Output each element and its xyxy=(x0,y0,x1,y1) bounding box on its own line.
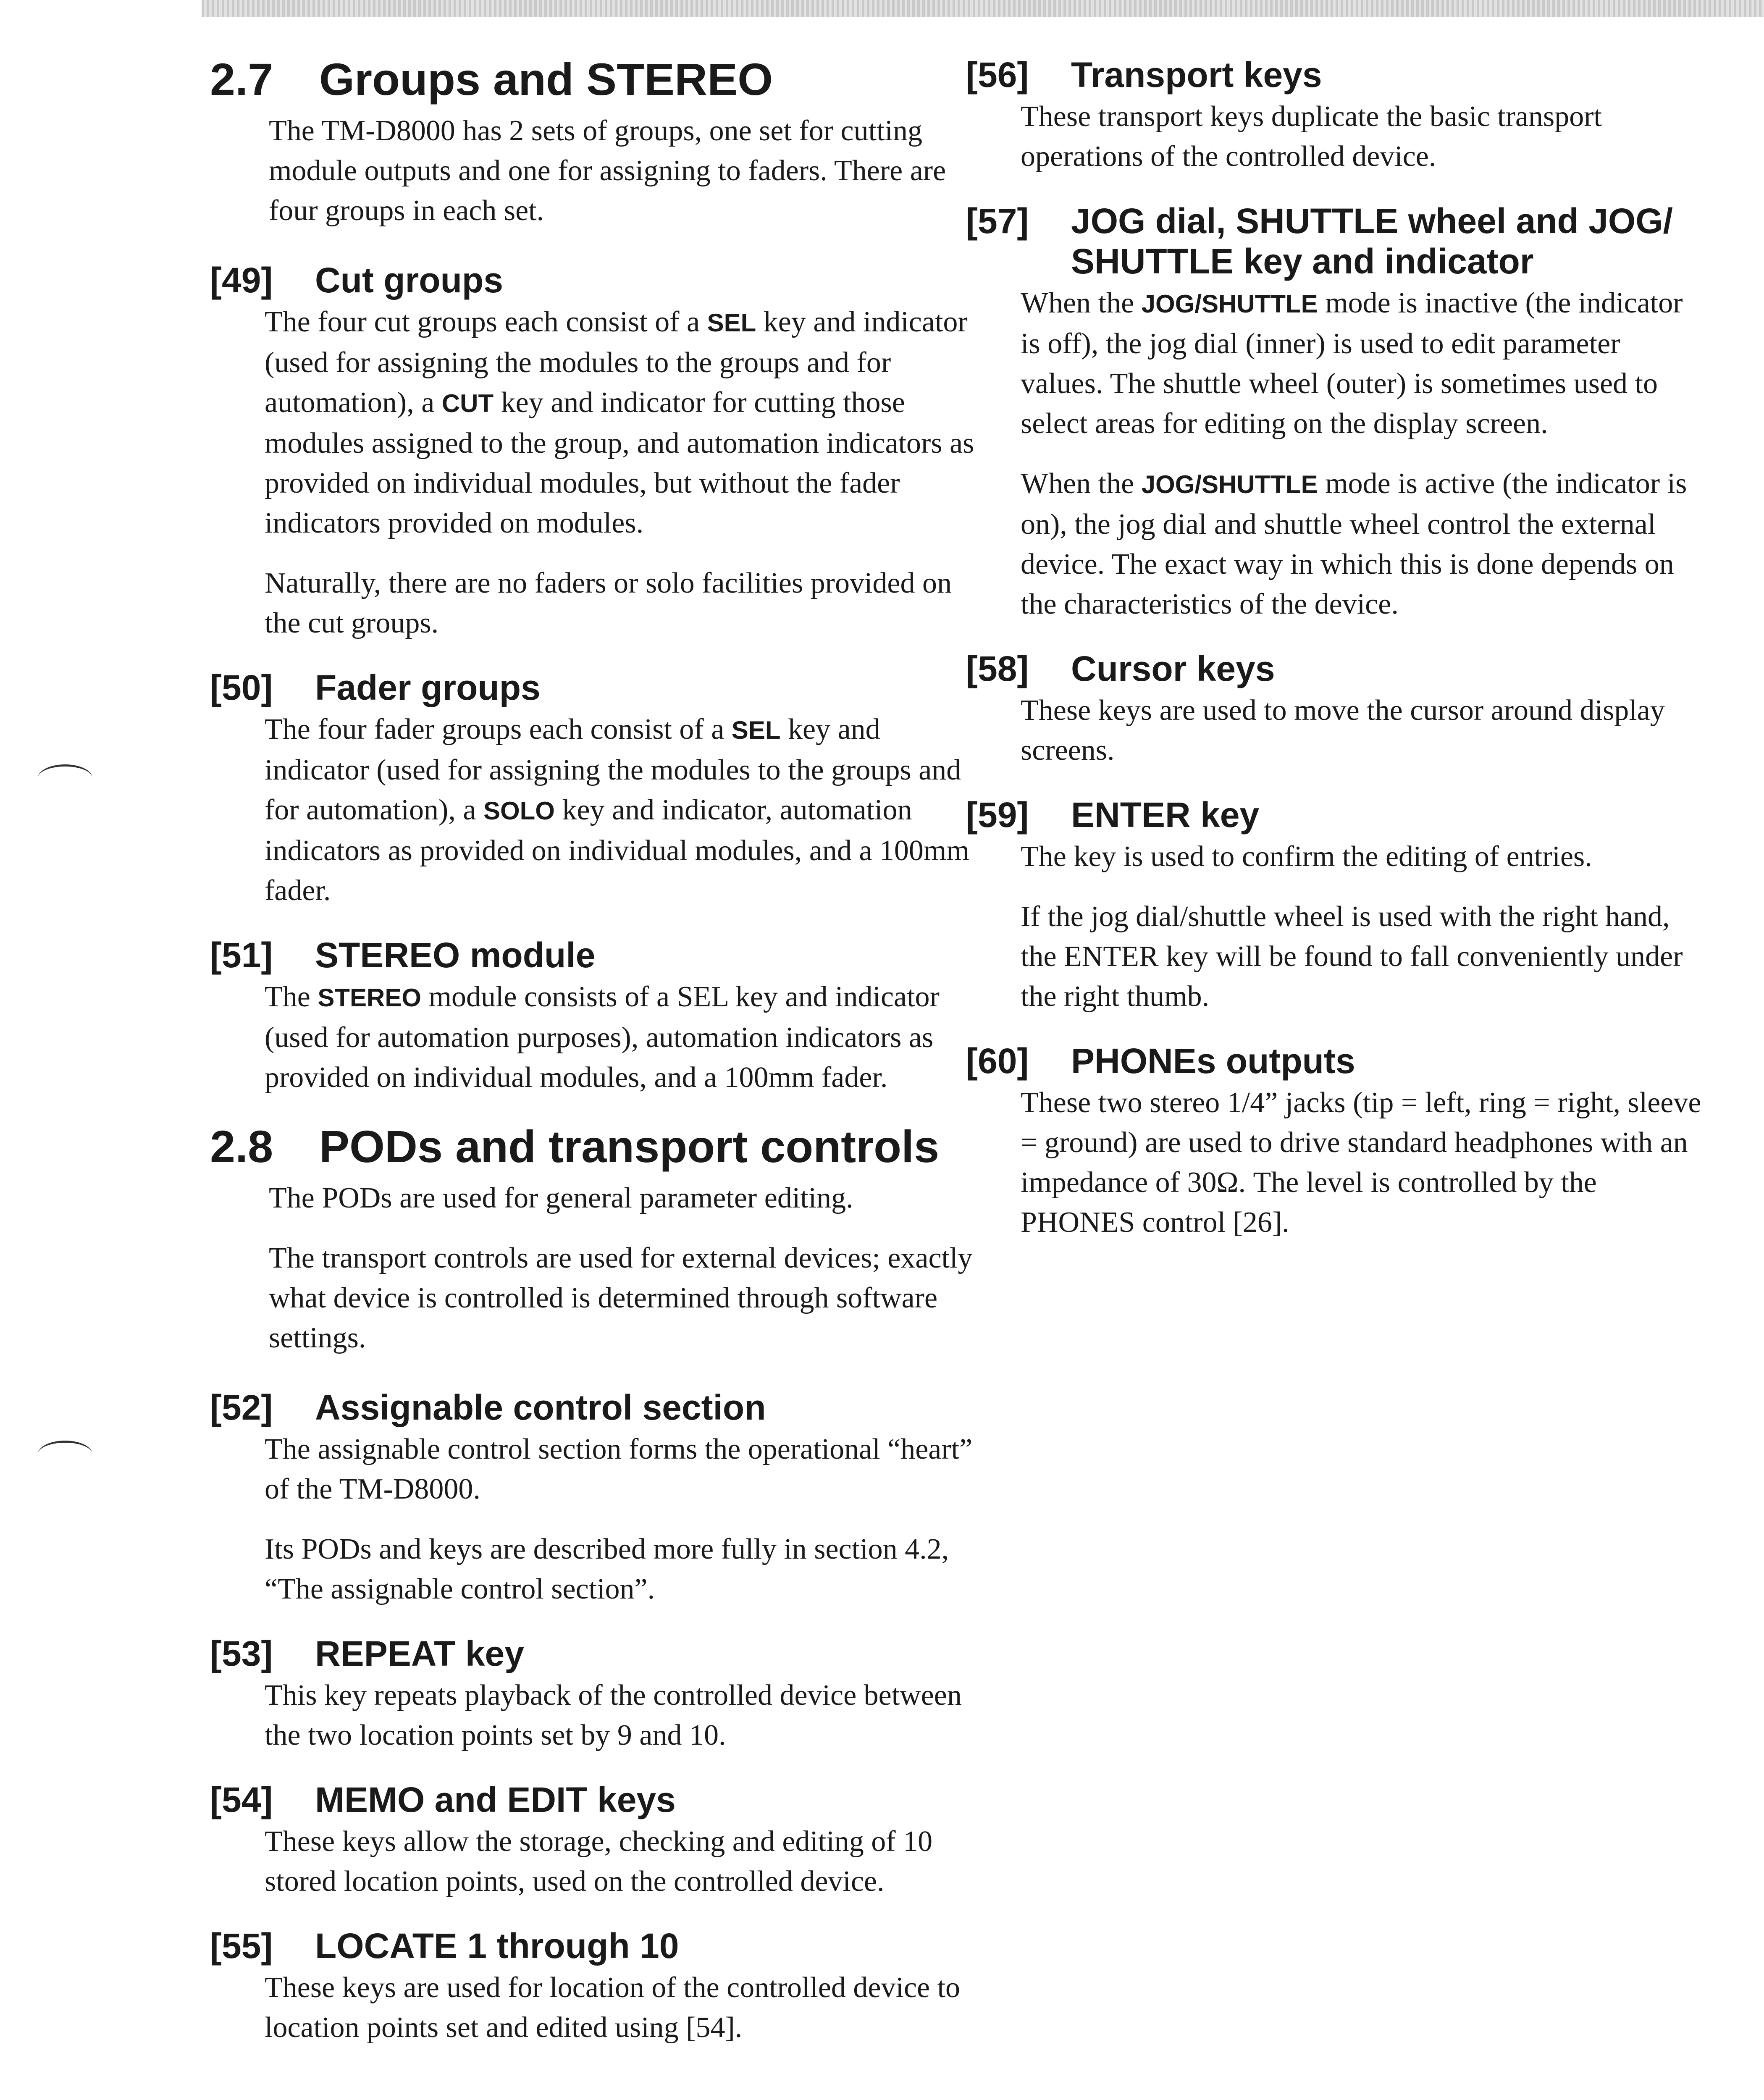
subsection-heading xyxy=(966,201,1705,281)
body-paragraph xyxy=(269,1178,983,1218)
text-run: The PODs are used for general parameter editing. xyxy=(269,1182,853,1214)
heading-number: [50] xyxy=(210,668,273,707)
key-label: JOG/SHUTTLE xyxy=(1141,290,1318,318)
heading-title: PODs and transport controls xyxy=(319,1121,940,1172)
body-paragraph xyxy=(265,977,983,1097)
subsection-heading xyxy=(210,667,983,708)
section-body xyxy=(966,1083,1705,1242)
text-run: The key is used to confirm the editing of entries. xyxy=(1021,840,1592,873)
heading-title: MEMO and EDIT keys xyxy=(315,1780,676,1819)
left-column xyxy=(210,55,983,2072)
key-label: SEL xyxy=(731,716,781,744)
body-paragraph xyxy=(1021,897,1705,1016)
heading-number: 2.7 xyxy=(210,54,273,105)
right-column xyxy=(966,55,1705,1267)
subsection-heading xyxy=(210,260,983,300)
key-label: SEL xyxy=(707,309,756,337)
text-run: key and indicator (used for assigning the modules to the groups and for automation), a xyxy=(265,713,961,826)
heading-title: PHONEs outputs xyxy=(1071,1041,1355,1081)
heading-number: [51] xyxy=(210,935,273,975)
text-run: key and indicator, automation indicators as provided on individual modules, and a 100mm fader. xyxy=(265,794,969,907)
subsection-repeat-key xyxy=(210,1633,983,1755)
heading-title: Groups and STEREO xyxy=(319,54,773,105)
text-run: The four fader groups each consist of a xyxy=(265,713,732,746)
text-run: The four cut groups each consist of a xyxy=(265,306,707,338)
subsection-assignable-control-section xyxy=(210,1387,983,1609)
heading-title: STEREO module xyxy=(315,935,596,975)
heading-number: [56] xyxy=(966,55,1029,94)
heading-number: [60] xyxy=(966,1041,1029,1081)
heading-title: Transport keys xyxy=(1071,55,1322,94)
section-body xyxy=(210,709,983,911)
text-run: If the jog dial/shuttle wheel is used with the right hand, the ENTER key will be found to fall conveniently under the right thumb. xyxy=(1021,900,1683,1013)
section-body xyxy=(210,1429,983,1609)
subsection-heading xyxy=(966,648,1705,689)
text-run: The xyxy=(265,981,318,1013)
heading-title: REPEAT key xyxy=(315,1634,524,1673)
subsection-heading xyxy=(966,1041,1705,1081)
subsection-heading xyxy=(966,795,1705,835)
section-body xyxy=(966,690,1705,770)
section-pods-and-transport-controls xyxy=(210,1122,983,1358)
heading-title: Cursor keys xyxy=(1071,649,1275,688)
heading-number: [54] xyxy=(210,1780,273,1819)
body-paragraph xyxy=(265,563,983,643)
text-run: These keys are used for location of the controlled device to location points set and edited using [54]. xyxy=(265,1971,961,2044)
heading-number: [52] xyxy=(210,1388,273,1427)
body-paragraph xyxy=(265,1429,983,1509)
heading-number: [53] xyxy=(210,1634,273,1673)
section-body xyxy=(210,977,983,1097)
key-label: STEREO xyxy=(318,984,422,1012)
heading-title: Assignable control section xyxy=(315,1388,766,1427)
subsection-phones-outputs xyxy=(966,1041,1705,1242)
text-run: The assignable control section forms the operational “heart” of the TM-D8000. xyxy=(265,1433,973,1505)
scan-top-bar xyxy=(202,0,1764,17)
key-label: CUT xyxy=(441,389,494,417)
section-groups-and-stereo xyxy=(210,55,983,231)
hole-punch-mark-lower xyxy=(38,1441,92,1468)
body-paragraph xyxy=(265,1675,983,1755)
body-paragraph xyxy=(269,1238,983,1358)
subsection-heading xyxy=(210,1633,983,1674)
subsection-cut-groups xyxy=(210,260,983,643)
text-run: These transport keys duplicate the basic transport operations of the controlled device. xyxy=(1021,100,1602,173)
subsection-cursor-keys xyxy=(966,648,1705,770)
subsection-heading xyxy=(210,935,983,975)
heading-number: [58] xyxy=(966,649,1029,688)
body-paragraph xyxy=(1021,97,1705,176)
heading-title: ENTER key xyxy=(1071,795,1260,835)
heading-title: Fader groups xyxy=(315,668,541,707)
text-run: Its PODs and keys are described more fully in section 4.2, “The assignable control section”. xyxy=(265,1533,949,1605)
section-body xyxy=(966,283,1705,624)
body-paragraph xyxy=(265,1822,983,1901)
text-run: These keys are used to move the cursor around display screens. xyxy=(1021,694,1665,766)
text-run: The TM-D8000 has 2 sets of groups, one set for cutting module outputs and one for assigning to faders. There are four groups in each set. xyxy=(269,115,946,227)
text-run: The transport controls are used for external devices; exactly what device is controlled is determined through software settings. xyxy=(269,1242,973,1354)
subsection-transport-keys xyxy=(966,55,1705,176)
body-paragraph xyxy=(1021,1083,1705,1242)
section-body xyxy=(210,1178,983,1358)
heading-number: [59] xyxy=(966,795,1029,835)
section-body xyxy=(210,1675,983,1755)
subsection-enter-key xyxy=(966,795,1705,1016)
body-paragraph xyxy=(265,1529,983,1609)
section-body xyxy=(966,837,1705,1016)
text-run: module consists of a SEL key and indicator (used for automation purposes), automation indicators as provided on individual modules, and a 100mm fader. xyxy=(265,981,940,1094)
heading-title: Cut groups xyxy=(315,260,503,300)
section-body xyxy=(210,302,983,643)
section-heading xyxy=(210,55,983,104)
body-paragraph xyxy=(1021,690,1705,770)
subsection-heading xyxy=(210,1780,983,1820)
text-run: mode is inactive (the indicator is off), the jog dial (inner) is used to edit parameter values. The shuttle wheel (outer) is sometimes used to select areas for editing on the display screen. xyxy=(1021,287,1683,440)
text-run: Naturally, there are no faders or solo facilities provided on the cut groups. xyxy=(265,567,952,639)
subsection-heading xyxy=(210,1926,983,1966)
text-run: key and indicator (used for assigning the modules to the groups and for automation), a xyxy=(265,306,968,419)
hole-punch-mark-upper xyxy=(38,764,92,792)
section-body xyxy=(210,111,983,231)
subsection-memo-and-edit-keys xyxy=(210,1780,983,1901)
text-run: When the xyxy=(1021,287,1142,319)
heading-number: [55] xyxy=(210,1926,273,1966)
subsection-locate-1-through-10 xyxy=(210,1926,983,2048)
section-heading xyxy=(210,1122,983,1171)
key-label: SOLO xyxy=(483,797,555,825)
heading-title: LOCATE 1 through 10 xyxy=(315,1926,679,1966)
body-paragraph xyxy=(1021,283,1705,444)
body-paragraph xyxy=(1021,464,1705,624)
body-paragraph xyxy=(265,1968,983,2048)
heading-title: JOG dial, SHUTTLE wheel and JOG/ SHUTTLE key and indicator xyxy=(1071,201,1673,281)
text-run: This key repeats playback of the controlled device between the two location points set by 9 and 10. xyxy=(265,1679,962,1751)
body-paragraph xyxy=(265,709,983,911)
text-run: These keys allow the storage, checking and editing of 10 stored location points, used on the controlled device. xyxy=(265,1825,933,1898)
heading-number: [57] xyxy=(966,201,1029,241)
subsection-fader-groups xyxy=(210,667,983,911)
text-run: key and indicator for cutting those modules assigned to the group, and automation indicators as provided on individual modules, but without the fader indicators provided on modules. xyxy=(265,386,974,539)
subsection-jog-dial-shuttle-wheel-and-jog-shuttle-key-and-indicator xyxy=(966,201,1705,624)
heading-number: 2.8 xyxy=(210,1121,273,1172)
text-run: These two stereo 1/4” jacks (tip = left, ring = right, sleeve = ground) are used to drive standard headphones with an impedance of 30Ω. The level is controlled by the PHONES control [26]. xyxy=(1021,1087,1701,1239)
key-label: JOG/SHUTTLE xyxy=(1141,470,1318,499)
text-run: mode is active (the indicator is on), the jog dial and shuttle wheel control the external device. The exact way in which this is done depends on the characteristics of the device. xyxy=(1021,467,1687,620)
section-body xyxy=(210,1968,983,2048)
body-paragraph xyxy=(265,302,983,543)
section-body xyxy=(966,97,1705,176)
subsection-heading xyxy=(210,1387,983,1428)
subsection-stereo-module xyxy=(210,935,983,1097)
body-paragraph xyxy=(1021,837,1705,877)
heading-number: [49] xyxy=(210,260,273,300)
body-paragraph xyxy=(269,111,983,231)
text-run: When the xyxy=(1021,467,1142,500)
subsection-heading xyxy=(966,55,1705,95)
section-body xyxy=(210,1822,983,1901)
